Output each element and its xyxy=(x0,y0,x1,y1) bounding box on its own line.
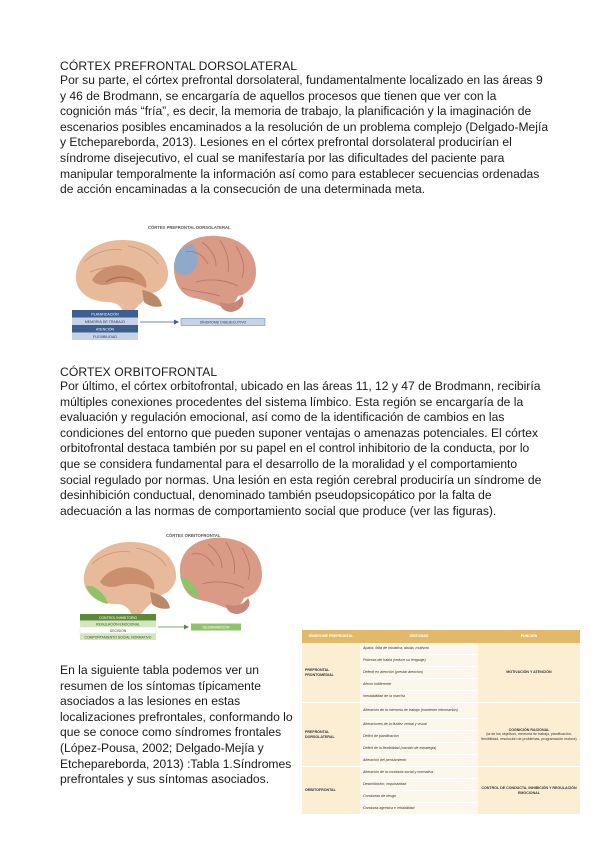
table-row xyxy=(302,703,580,719)
function-cell: CONTROL DE CONDUCTA, INHIBICIÓN Y REGULACIÓN EMOCIONAL xyxy=(478,767,580,815)
function-note: (la de los objetivos, memoria de trabajo, planificación, flexibilidad, resolución de problemas, programación motora) xyxy=(481,732,577,741)
box-line: COMPORTAMIENTO SOCIAL NORMATIVO xyxy=(84,635,152,640)
table-header: FUNCIÓN xyxy=(478,630,580,643)
heading-prefrontal-dorsolateral: CÓRTEX PREFRONTAL DORSOLATERAL xyxy=(60,59,298,73)
box-line: MEMORIA DE TRABAJO xyxy=(84,320,126,324)
symptom-cell: Conductas de riesgo xyxy=(360,791,478,803)
symptom-cell: Alteración de la memoria de trabajo (mantener información) xyxy=(360,703,478,719)
sagittal-brain-image xyxy=(76,240,168,314)
table-header-row xyxy=(302,630,580,643)
symptom-cell: Afecto indiferente xyxy=(360,679,478,691)
paragraph-prefrontal-dorsolateral: Por su parte, el córtex prefrontal dorsolateral, fundamentalmente localizado en las áreas 9 y 46 de Brodmann, se encargaría de aquellos procesos que tienen que ver con la cognición más “fría”, es decir, la memoria de trabajo, la planificación y la imaginación de escenarios posibles encaminados a la resolución de un problema complejo (Delgado-Mejía y Etcheparebordа, 2013). Lesiones en el córtex prefrontal dorsolateral producirían el síndrome disejecutivo, el cual se manifestaría por las dificultades del paciente para manipular temporalmente la información así como para establecer secuencias ordenadas de acción encaminadas a la consecución de una determinada meta. xyxy=(60,73,549,197)
figure-orbitofrontal xyxy=(78,530,274,642)
lateral-brain-image xyxy=(180,538,262,614)
box-line: PLANIFICACIÓN xyxy=(91,312,119,317)
figure-dorsolateral xyxy=(70,222,270,344)
figure-orbitofrontal-title: CÓRTEX ORBITOFRONTAL xyxy=(166,533,221,538)
result-label: SÍNDROME DISEJECUTIVO xyxy=(199,320,247,325)
function-title: COGNICIÓN RACIONAL xyxy=(508,727,550,732)
symptom-cell: Alteración del pensamiento xyxy=(360,755,478,767)
area-cell: ORBITOFRONTAL xyxy=(302,767,360,815)
symptom-cell: Apatía, falta de iniciativa, abulia, mutismo xyxy=(360,643,478,655)
symptom-cell: Desinhibición, impulsividad xyxy=(360,779,478,791)
arrow-head xyxy=(174,320,179,325)
figure-dorsolateral-title: CÓRTEX PREFRONTAL DORSOLATERAL xyxy=(148,225,231,230)
sagittal-brain-image xyxy=(84,542,176,616)
paragraph-orbitofrontal: Por último, el córtex orbitofrontal, ubicado en las áreas 11, 12 y 47 de Brodmann, recibiría múltiples conexiones procedentes del sistema límbico. Esta región se encargaría de la evaluación y regulación emocional, así como de la identificación de cambios en las condiciones del entorno que pueden suponer ventajas o amenazas potenciales. El córtex orbitofrontal destaca también por su papel en el control inhibitorio de la conducta, por lo que se considera fundamental para el desarrollo de la moralidad y el comportamiento social regulado por normas. Una lesión en esta región cerebral produciría un síndrome de desinhibición conductual, denominado también pseudopsicopático por la falta de adecuación a las normas de comportamiento social que produce (ver las figuras). xyxy=(60,379,542,518)
table-header: SÍNDROME PREFRONTAL xyxy=(302,630,360,643)
function-cell: MOTIVACIÓN Y ATENCIÓN xyxy=(478,643,580,703)
symptom-cell: Pobreza del habla (reduce su lenguaje) xyxy=(360,655,478,667)
table-row xyxy=(302,643,580,655)
area-cell: PREFRONTAL FRONTOMEDIAL xyxy=(302,643,360,703)
syndromes-table xyxy=(302,630,580,815)
symptom-cell: Défecit en atención (prestar atención) xyxy=(360,667,478,679)
symptom-cell: Alteraciones de la fluidez verbal y visual xyxy=(360,719,478,731)
orbitofrontal-function-box xyxy=(80,614,156,640)
lateral-brain-image xyxy=(174,236,256,312)
arrow-head xyxy=(184,625,189,630)
area-cell: PREFRONTAL DORSOLATERAL xyxy=(302,703,360,767)
symptom-cell: Inestabilidad de la marcha xyxy=(360,691,478,703)
symptom-cell: Déficit de planificación xyxy=(360,731,478,743)
result-label: DESINHIBICIÓN xyxy=(202,625,230,630)
box-line: ATENCIÓN xyxy=(95,327,115,332)
box-line: CONTROL INHIBITORIO xyxy=(98,616,138,620)
paragraph-table-intro: En la siguiente tabla podemos ver un resumen de los síntomas típicamente asociados a las lesiones en estas localizaciones prefrontales, conformando lo que se conoce como síndromes frontales (López-Pousa, 2002; Delgado-Mejía y Etcheparebordа, 2013) :Tabla 1.Síndromes prefrontales y sus síntomas asociados. xyxy=(60,663,293,787)
symptom-cell: Conducta agresiva e irritabilidad xyxy=(360,803,478,815)
table-row xyxy=(302,767,580,779)
function-cell xyxy=(478,703,580,767)
table-header: SÍNTOMAS xyxy=(360,630,478,643)
box-line: DECISIÓN xyxy=(109,629,127,633)
box-line: FLEXIBILIDAD xyxy=(93,335,117,339)
heading-orbitofrontal: CÓRTEX ORBITOFRONTAL xyxy=(60,365,218,379)
box-line: REGULACIÓN EMOCIONAL xyxy=(96,622,140,627)
symptom-cell: Alteración de la conducta social y normativa xyxy=(360,767,478,779)
dorsolateral-function-box xyxy=(72,310,138,340)
symptom-cell: Déficit de la flexibilidad (cambio de estrategia) xyxy=(360,743,478,755)
